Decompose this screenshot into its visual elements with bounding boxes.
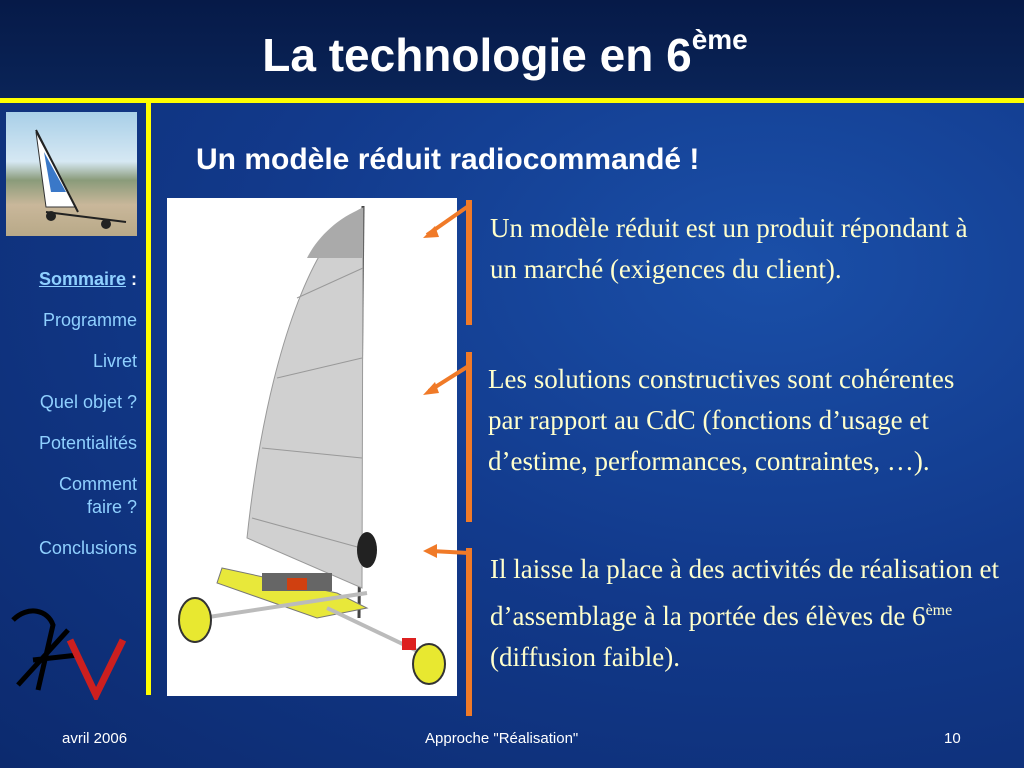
- sommaire-colon: :: [126, 269, 137, 289]
- footer-page-number: 10: [944, 730, 961, 747]
- page-title: [0, 23, 1010, 82]
- title-superscript: ème: [691, 23, 748, 55]
- footer-center: Approche "Réalisation": [425, 730, 579, 747]
- model-image: [167, 198, 457, 696]
- paragraph-1: Un modèle réduit est un produit répondant à un marché (exigences du client).: [490, 213, 968, 284]
- top-divider-line: [0, 98, 1024, 103]
- sidebar-nav: [0, 268, 137, 560]
- pointer-arrows: [415, 195, 485, 575]
- paragraph-3-text: Il laisse la place à des activités de réalisation et d’assemblage à la portée des élèves de 6: [490, 554, 1000, 631]
- paragraph-3-end: (diffusion faible).: [490, 642, 680, 672]
- paragraph-2: Les solutions constructives sont cohérentes par rapport au CdC (fonctions d’usage et d’estime, performances, contraintes, …).: [488, 364, 955, 476]
- title-main: La technologie en 6: [262, 29, 692, 81]
- landyacht-thumbnail: [6, 112, 137, 236]
- sidebar-item-conclusions[interactable]: Conclusions: [38, 538, 137, 558]
- sommaire-link[interactable]: Sommaire: [38, 269, 126, 289]
- sidebar-item-quel-objet[interactable]: Quel objet ?: [39, 392, 137, 412]
- sidebar-sommaire: [0, 268, 137, 291]
- footer-date: avril 2006: [62, 730, 128, 747]
- paragraph-3: [490, 549, 1010, 678]
- paragraph-3-sup: ème: [925, 602, 953, 619]
- sidebar-item-programme[interactable]: Programme: [42, 310, 137, 330]
- sidebar-item-livret[interactable]: Livret: [92, 351, 137, 371]
- av-logo: [8, 600, 136, 700]
- side-divider-line: [146, 98, 151, 695]
- sidebar-item-potentialites[interactable]: Potentialités: [38, 433, 137, 453]
- slide-subtitle: Un modèle réduit radiocommandé !: [196, 143, 700, 176]
- sidebar-item-comment-faire[interactable]: Comment faire ?: [58, 474, 137, 517]
